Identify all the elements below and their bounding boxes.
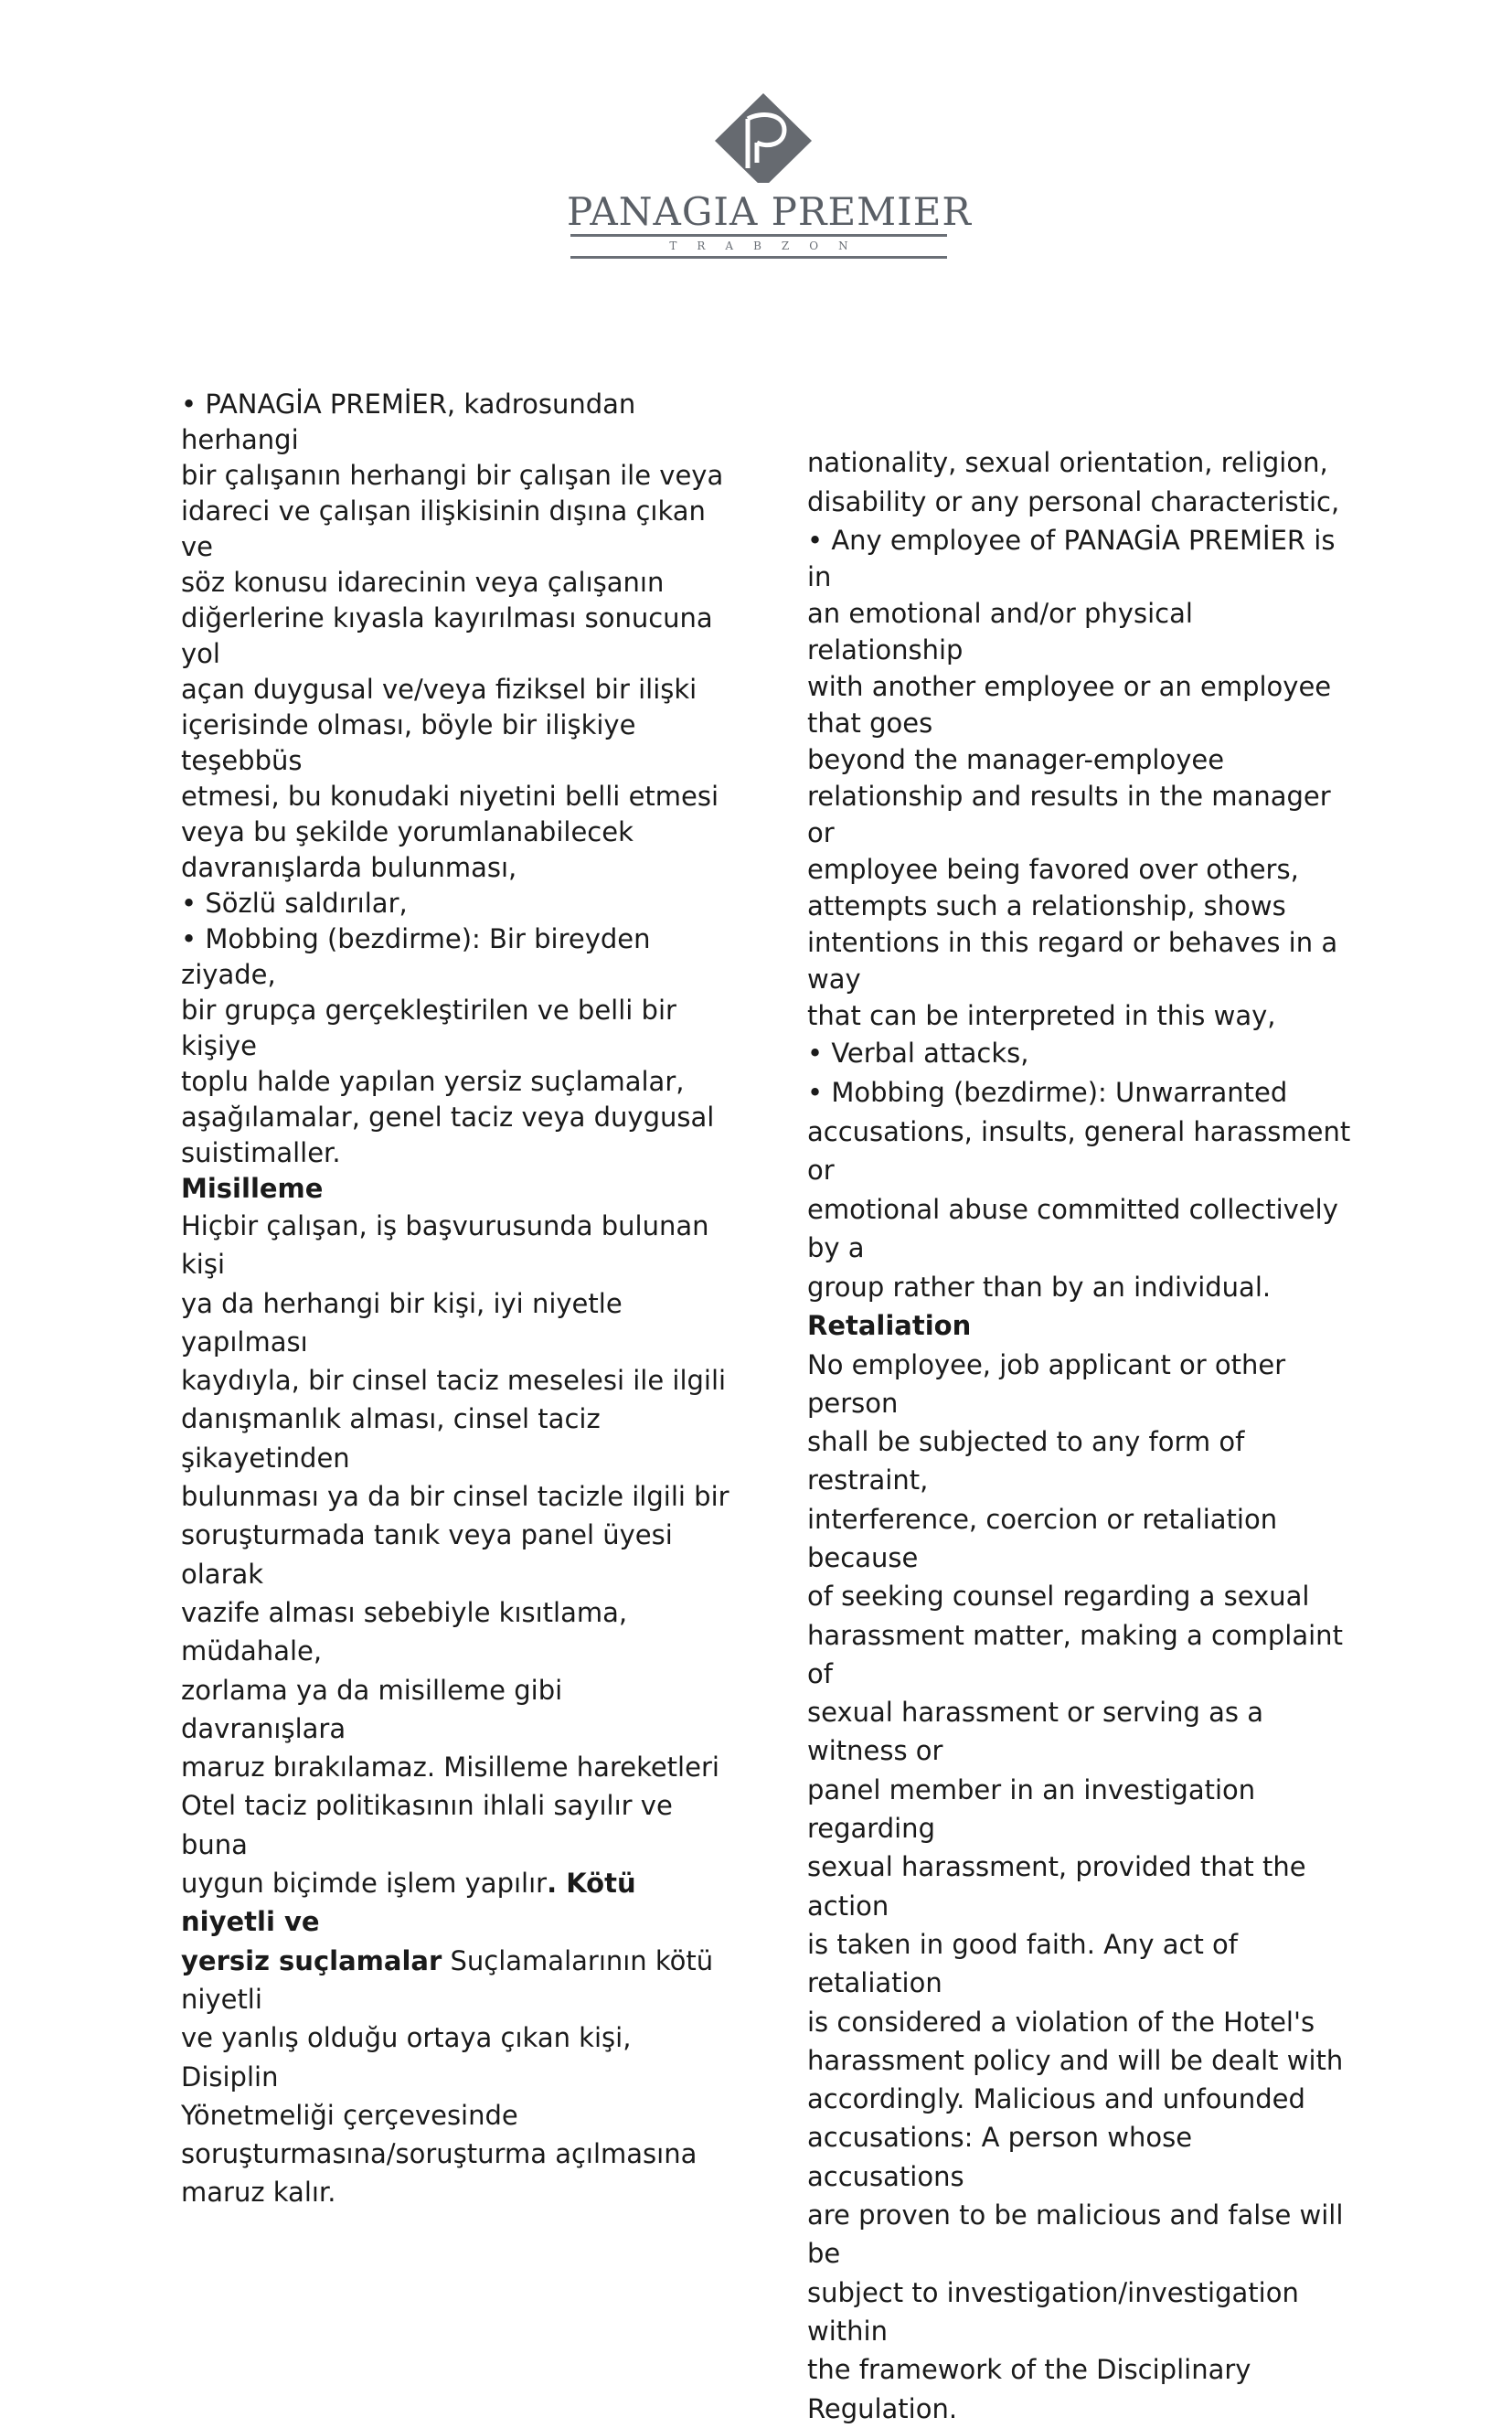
- turkish-column: [181, 387, 729, 2212]
- tr-retaliation-paragraph: [181, 1207, 729, 2212]
- english-column: [807, 443, 1356, 2428]
- en-retaliation-heading: Retaliation: [807, 1310, 972, 1341]
- tr-bullet-relationship: • PANAGİA PREMİER, kadrosundan herhangi bir çalışanın herhangi bir çalışan ile veya idareci ve çalışan ilişkisinin dışına çıkan ve söz konusu idarecinin veya çalışanın diğerlerine kıyasla kayırılması sonucuna yol açan duygusal ve/veya fiziksel bir ilişki içerisinde olması, böyle bir ilişkiye teşebbüs etmesi, bu konudaki niyetini belli etmesi veya bu şekilde yorumlanabilecek davranışlarda bulunması,: [181, 389, 724, 883]
- tr-retaliation-body: Hiçbir çalışan, iş başvurusunda bulunan kişi ya da herhangi bir kişi, iyi niyetle yapılması kaydıyla, bir cinsel taciz meselesi ile ilgili danışmanlık alması, cinsel taciz şikayetinden bulunması ya da bir cinsel tacizle ilgili bir soruşturmada tanık veya panel üyesi olarak vazife alması sebebiyle kısıtlama, müdahale, zorlama ya da misilleme gibi davranışlara maruz bırakılamaz. Misilleme hareketleri Otel taciz politikasının ihlali sayılır ve buna uygun biçimde işlem yapılır: [181, 1210, 729, 1900]
- panagia-p-monogram-icon: [704, 91, 823, 183]
- tr-bullet-verbal: • Sözlü saldırılar,: [181, 888, 408, 919]
- en-bullet-relationship: • Any employee of PANAGİA PREMİER is in an emotional and/or physical relationship with another employee or an employee that goes beyond the manager-employee relationship and results in the manager or employee being favored over others, attempts such a relationship, shows intentions in this regard or behaves in a way that can be interpreted in this way,: [807, 525, 1338, 1031]
- tr-bullet-mobbing: • Mobbing (bezdirme): Bir bireyden ziyade, bir grupça gerçekleştirilen ve belli bir kişiye toplu halde yapılan yersiz suçlamalar, aşağılamalar, genel taciz veya duygusal suistimaller.: [181, 923, 715, 1168]
- logo-wordmark: PANAGIA PREMIER: [567, 189, 973, 234]
- en-bullet-verbal: • Verbal attacks,: [807, 1038, 1029, 1069]
- tr-malicious-heading: . Kötü niyetli ve yersiz suçlamalar: [181, 1868, 636, 1976]
- logo-rule-top: [570, 234, 947, 237]
- en-retaliation-body: No employee, job applicant or other person shall be subjected to any form of restraint, interference, coercion or retaliation because of seeking counsel regarding a sexual harassment matter, making a complaint of sexual harassment or serving as a witness or panel member in an investigation regarding sexual harassment, provided that the action is taken in good faith. Any act of retaliation is considered a violation of the Hotel's harassment policy and will be dealt with accordingly. Malicious and unfounded accusations: A person whose accusations are proven to be malicious and false will be subject to investigation/investigation within the framework of the Disciplinary Regulation.: [807, 1348, 1344, 2424]
- panagia-premier-logo: [567, 91, 973, 265]
- tr-retaliation-heading: Misilleme: [181, 1173, 324, 1204]
- en-bullet-mobbing: • Mobbing (bezdirme): Unwarranted accusations, insults, general harassment or emotional abuse committed collectively by a group rather than by an individual.: [807, 1077, 1351, 1303]
- tr-malicious-body: Suçlamalarının kötü niyetli ve yanlış olduğu ortaya çıkan kişi, Disiplin Yönetmeliği çerçevesinde soruşturmasına/soruşturma açılmasına maruz kalır.: [181, 1944, 714, 2209]
- logo-location: TRABZON: [669, 240, 868, 252]
- en-continuation: nationality, sexual orientation, religion, disability or any personal characteristic,: [807, 447, 1340, 517]
- logo-rule-bottom: [570, 256, 947, 259]
